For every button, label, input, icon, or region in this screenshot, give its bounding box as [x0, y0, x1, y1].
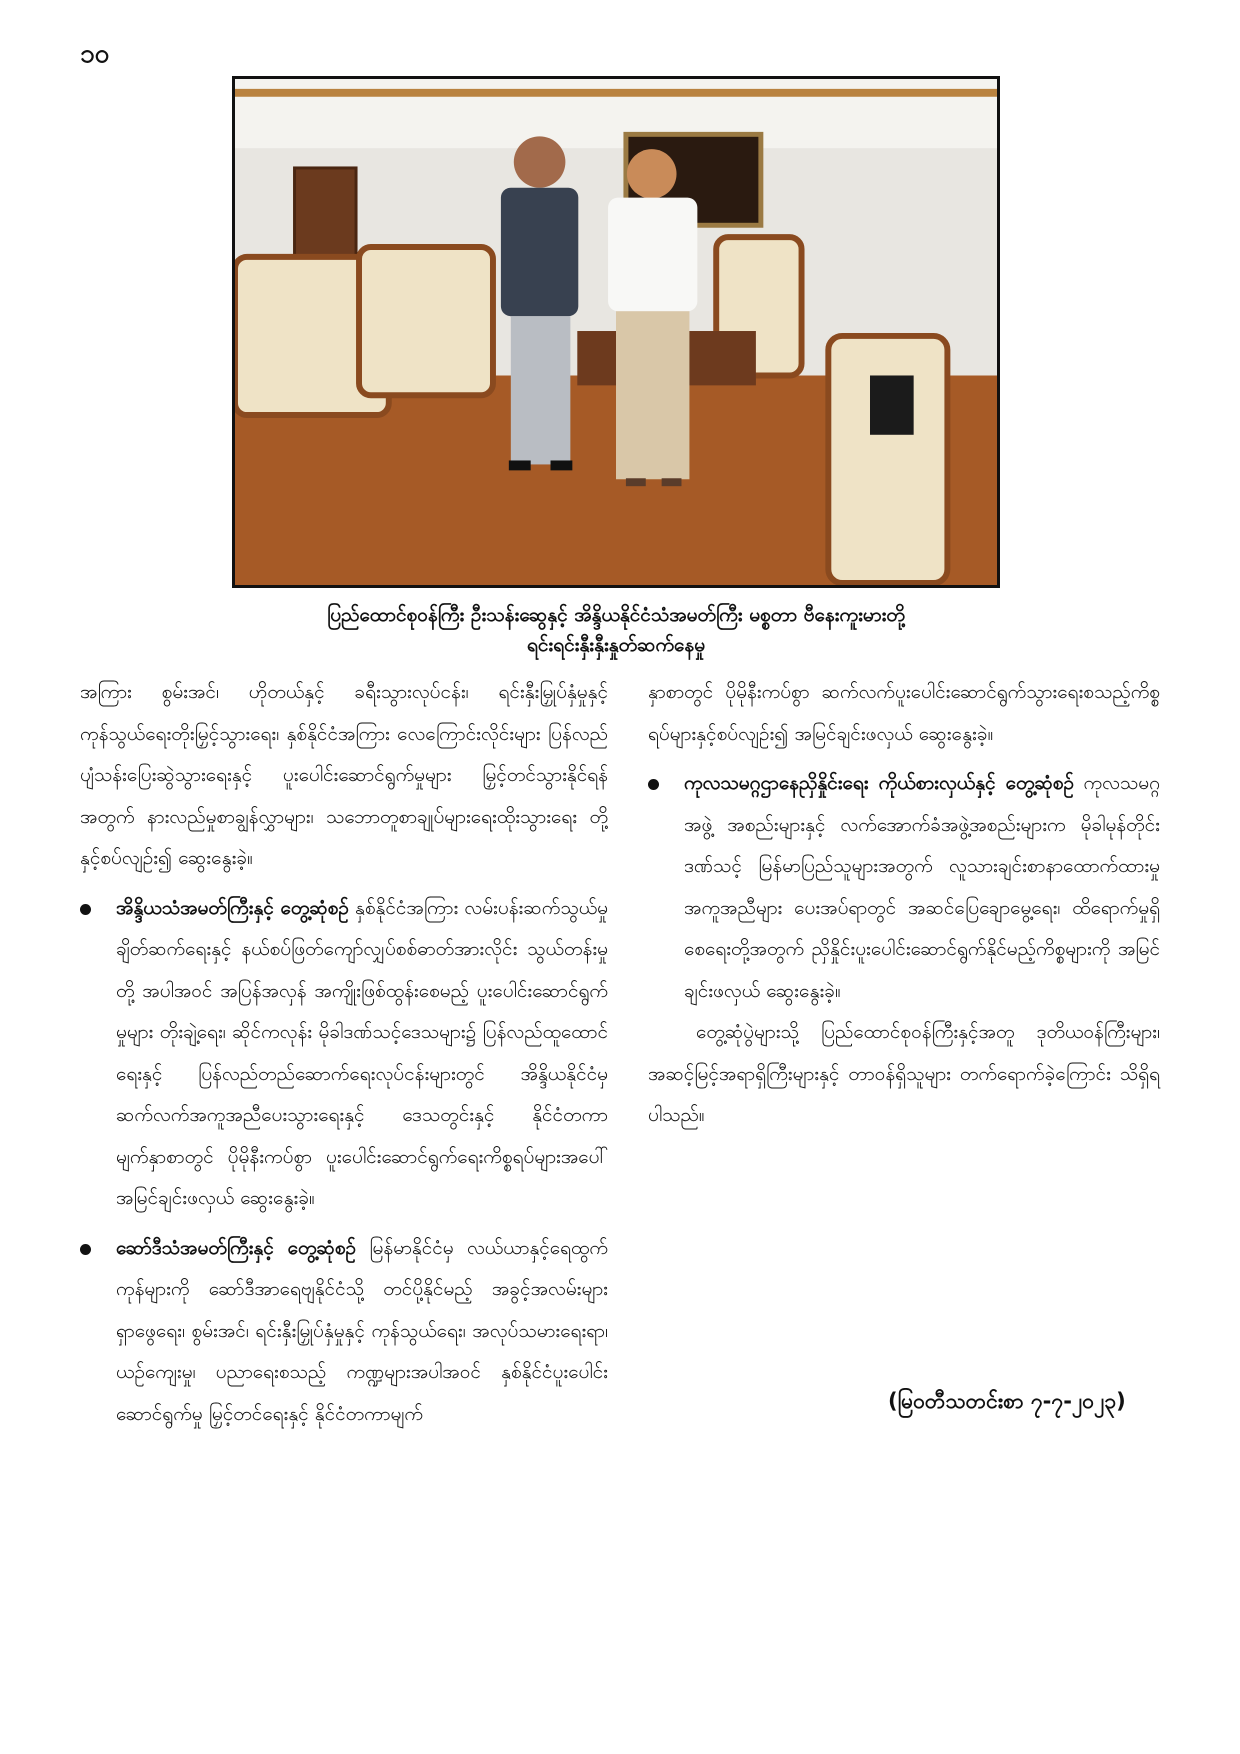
bullet-body-un: ကုလသမဂ္ဂအဖွဲ့ အစည်းများနှင့် လက်အောက်ခံအဖွဲ့အစည်းများက မိုခါမုန်တိုင်းဒဏ်သင့် မြန်မာပြည်သူများအတွက် လူသားချင်းစာနာထောက်ထားမှုအကူအညီများ ပေးအပ်ရာတွင် အဆင်ပြေချောမွေ့ရေး၊ ထိရောက်မှုရှိစေရေးတို့အတွက် ညှိနှိုင်းပူးပေါင်းဆောင်ရွက်နိုင်မည့်ကိစ္စများကို အမြင်ချင်းဖလှယ် ဆွေးနွေးခဲ့။	[684, 772, 1160, 1002]
bullet-heading-saudi: ဆော်ဒီသံအမတ်ကြီးနှင့် တွေ့ဆုံစဉ်	[116, 1236, 357, 1259]
caption-line-2: ရင်းရင်းနှီးနှီးနှုတ်ဆက်နေမှု	[526, 634, 706, 656]
bullet-icon	[648, 779, 659, 790]
left-column	[80, 672, 608, 1435]
news-photo	[232, 76, 1000, 588]
intro-paragraph: အကြား စွမ်းအင်၊ ဟိုတယ်နှင့် ခရီးသွားလုပ်ငန်း၊ ရင်းနှီးမြှုပ်နှံမှုနှင့် ကုန်သွယ်ရေးတိုးမြှင့်သွားရေး၊ နှစ်နိုင်ငံအကြား လေကြောင်းလိုင်းများ ပြန်လည်ပျံသန်းပြေးဆွဲသွားရေးနှင့် ပူးပေါင်းဆောင်ရွက်မှုများ မြှင့်တင်သွားနိုင်ရန်အတွက် နားလည်မှုစာချွန်လွှာများ၊ သဘောတူစာချုပ်များရေးထိုးသွားရေး တို့နှင့်စပ်လျဉ်း၍ ဆွေးနွေးခဲ့။	[80, 681, 608, 869]
caption-line-1: ပြည်ထောင်စုဝန်ကြီး ဦးသန်းဆွေနှင့် အိန္ဒိယနိုင်ငံသံအမတ်ကြီး မစ္စတာ ဗီနေးကူးမားတို့	[327, 604, 905, 626]
bullet-body-india: နှစ်နိုင်ငံအကြား လမ်းပန်းဆက်သွယ်မှု ချိတ်ဆက်ရေးနှင့် နယ်စပ်ဖြတ်ကျော်လျှပ်စစ်ဓာတ်အားလိုင်း သွယ်တန်းမှုတို့ အပါအဝင် အပြန်အလှန် အကျိုးဖြစ်ထွန်းစေမည့် ပူးပေါင်းဆောင်ရွက်မှုများ တိုးချဲ့ရေး၊ ဆိုင်ကလုန်း မိုခါဒဏ်သင့်ဒေသများ၌ ပြန်လည်ထူထောင်ရေးနှင့် ပြန်လည်တည်ဆောက်ရေးလုပ်ငန်းများတွင် အိန္ဒိယနိုင်ငံမှ ဆက်လက်အကူအညီပေးသွားရေးနှင့် ဒေသတွင်းနှင့် နိုင်ငံတကာမျက်နှာစာတွင် ပိုမိုနီးကပ်စွာ ပူးပေါင်းဆောင်ရွက်ရေးကိစ္စရပ်များအပေါ် အမြင်ချင်းဖလှယ် ဆွေးနွေးခဲ့။	[116, 896, 608, 1209]
source-credit: (မြဝတီသတင်းစာ ၇-၇-၂၀၂၃)	[888, 1389, 1126, 1413]
continued-paragraph: နှာစာတွင် ပိုမိုနီးကပ်စွာ ဆက်လက်ပူးပေါင်းဆောင်ရွက်သွားရေးစသည့်ကိစ္စရပ်များနှင့်စပ်လျဉ်း၍ အမြင်ချင်းဖလှယ် ဆွေးနွေးခဲ့။	[648, 681, 1160, 745]
right-column	[648, 672, 1160, 1137]
bullet-heading-india: အိန္ဒိယသံအမတ်ကြီးနှင့် တွေ့ဆုံစဉ်	[116, 896, 349, 919]
photo-caption	[232, 600, 1000, 660]
closing-paragraph: တွေ့ဆုံပွဲများသို့ ပြည်ထောင်စုဝန်ကြီးနှင့်အတူ ဒုတိယဝန်ကြီးများ၊ အဆင့်မြင့်အရာရှိကြီးများနှင့် တာဝန်ရှိသူများ တက်ရောက်ခဲ့ကြောင်း သိရှိရပါသည်။	[648, 1021, 1160, 1126]
page-number: ၁၀	[80, 39, 110, 69]
bullet-icon	[80, 1244, 91, 1255]
bullet-icon	[80, 904, 91, 915]
photo-illustration	[235, 79, 997, 585]
bullet-item-india	[80, 888, 608, 1220]
bullet-heading-un: ကုလသမဂ္ဂဌာနေညှိနှိုင်းရေး ကိုယ်စားလှယ်နှင့် တွေ့ဆုံစဉ်	[684, 772, 1075, 794]
bullet-body-saudi: မြန်မာနိုင်ငံမှ လယ်ယာနှင့်ရေထွက်ကုန်များကို ဆော်ဒီအာရေဗျနိုင်ငံသို့ တင်ပို့နိုင်မည့် အခွင့်အလမ်းများ ရှာဖွေရေး၊ စွမ်းအင်၊ ရင်းနှီးမြှုပ်နှံမှုနှင့် ကုန်သွယ်ရေး၊ အလုပ်သမားရေးရာ၊ ယဉ်ကျေးမှု၊ ပညာရေးစသည့် ကဏ္ဍများအပါအဝင် နှစ်နိုင်ငံပူးပေါင်းဆောင်ရွက်မှု မြှင့်တင်ရေးနှင့် နိုင်ငံတကာမျက်	[116, 1236, 608, 1425]
bullet-item-un	[648, 763, 1160, 1012]
bullet-item-saudi	[80, 1228, 608, 1436]
